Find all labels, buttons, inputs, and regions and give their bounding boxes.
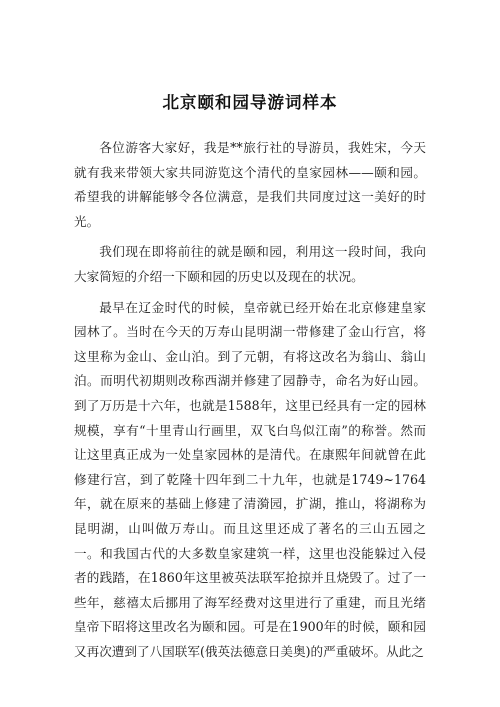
document-body xyxy=(74,136,426,664)
paragraph-intro: 各位游客大家好，我是**旅行社的导游员，我姓宋，今天就有我来带领大家共同游览这个清代的皇家园林——颐和园。希望我的讲解能够令各位满意，是我们共同度过这一美好的时光。 xyxy=(74,140,426,229)
document-title: 北京颐和园导游词样本 xyxy=(162,93,338,112)
paragraph-overview: 我们现在即将前往的就是颐和园，利用这一段时间，我向大家简短的介绍一下颐和园的历史以及现在的状况。 xyxy=(74,244,426,284)
paragraph-history: 最早在辽金时代的时候，皇帝就已经开始在北京修建皇家园林了。当时在今天的万寿山昆明湖一带修建了金山行宫，将这里称为金山、金山泊。到了元朝，有将这改名为翁山、翁山泊。而明代初期则改称西湖并修建了园静寺，命名为好山园。到了万历是十六年，也就是1588年，这里已经具有一定的园林规模，享有“十里青山行画里，双飞白鸟似江南”的称誉。然而让这里真正成为一处皇家园林的是清代。在康熙年间就曾在此修建行宫，到了乾隆十四年到二十九年，也就是1749~1764年，就在原来的基础上修建了清漪园，扩湖，推山，将湖称为昆明湖，山叫做万寿山。而且这里还成了著名的三山五园之一。和我国古代的大多数皇家建筑一样，这里也没能躲过入侵者的践踏，在1860年这里被英法联军抢掠并且烧毁了。过了一些年，慈禧太后挪用了海军经费对这里进行了重建，而且光绪皇帝下昭将这里改名为颐和园。可是在1900年的时候，颐和园又再次遭到了八国联军(俄英法德意日美奥)的严重破坏。从此之 xyxy=(74,299,426,659)
